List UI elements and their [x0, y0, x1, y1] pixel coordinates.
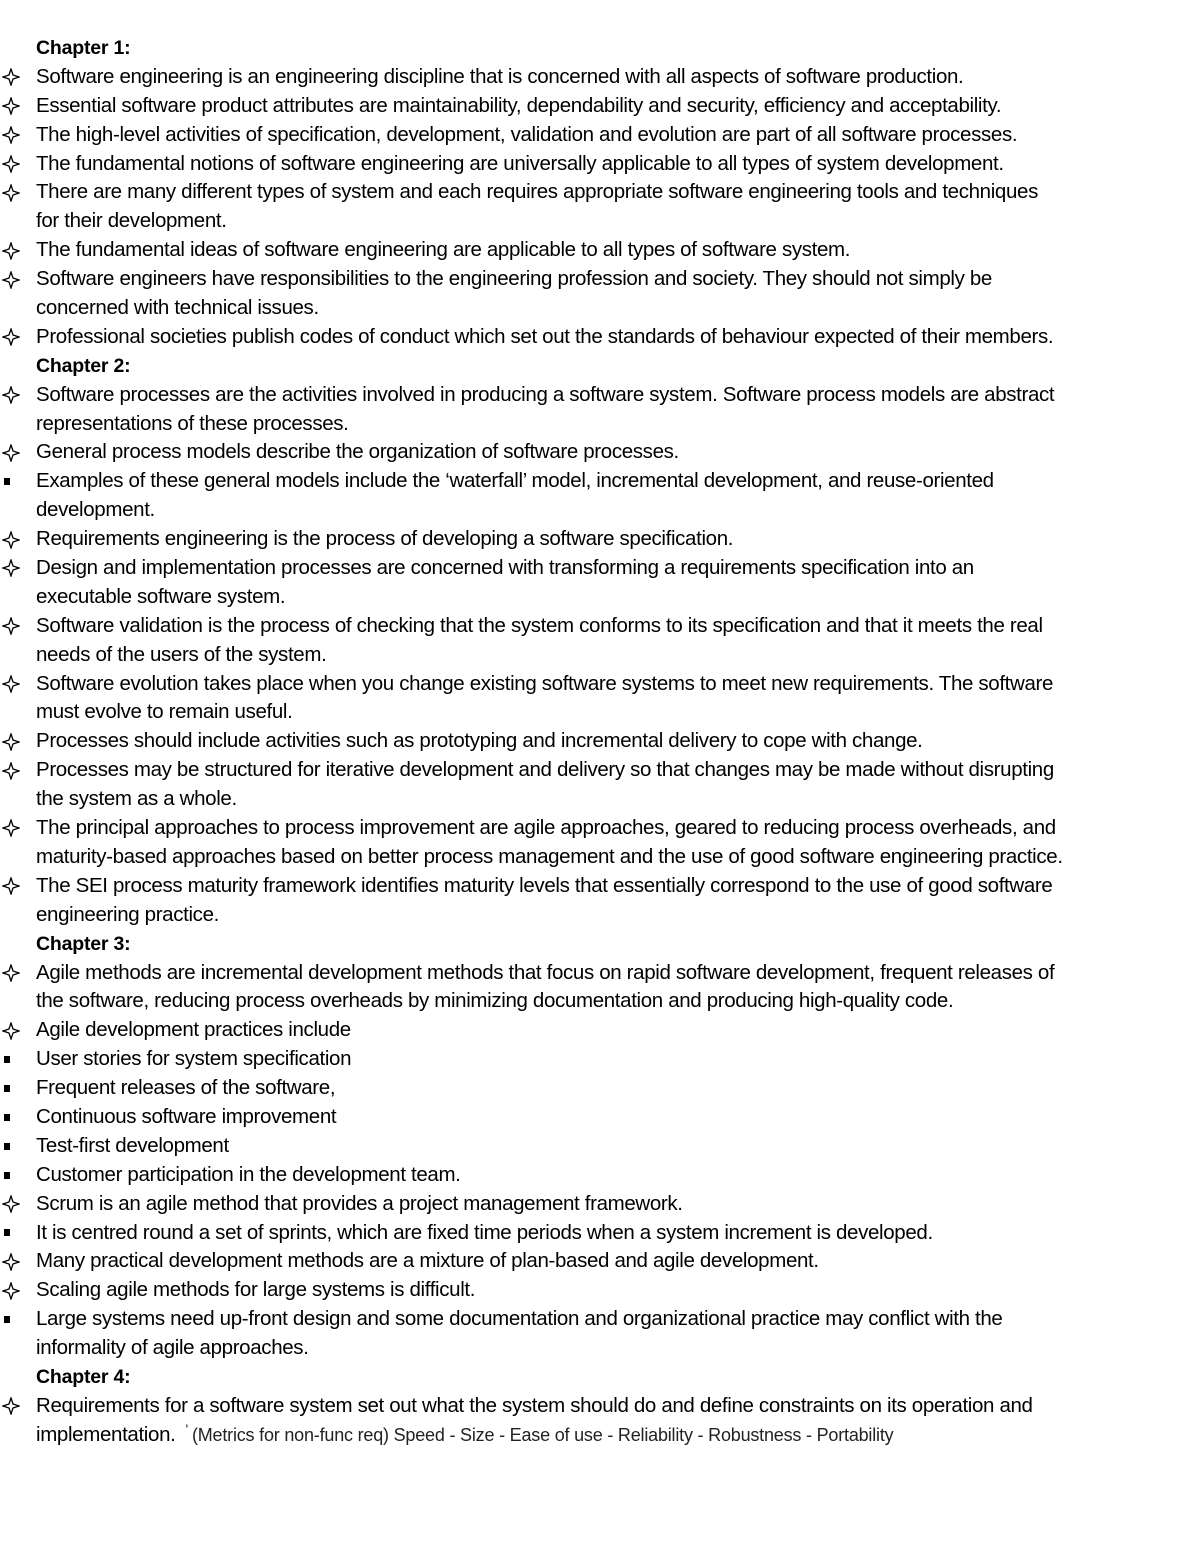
square-bullet-icon	[0, 1045, 22, 1074]
line-text-content: Requirements for a software system set out what the system should do and define constraints on its operation and	[36, 1393, 1033, 1417]
square-bullet-icon	[0, 1219, 22, 1248]
square-bullet-icon	[0, 1074, 22, 1103]
line-text	[36, 843, 1063, 872]
line-text-content: It is centred round a set of sprints, which are fixed time periods when a system increment is developed.	[36, 1220, 933, 1244]
line-text	[36, 1334, 309, 1363]
star-bullet-icon	[0, 323, 22, 352]
line-text-content: executable software system.	[36, 584, 286, 608]
bullet-item	[0, 1247, 1200, 1276]
star-bullet-icon	[0, 381, 22, 410]
note-text: (Metrics for non-func req) Speed - Size - Ease of use - Reliability - Robustness - Portability	[191, 1424, 894, 1445]
star-bullet-icon	[0, 554, 22, 583]
line-text	[36, 1392, 1033, 1421]
bullet-item	[0, 554, 1200, 583]
line-text-content: There are many different types of system and each requires appropriate software engineering tools and techniques	[36, 180, 1038, 204]
star-bullet-icon	[0, 236, 22, 265]
line-text-content: Software engineers have responsibilities to the engineering profession and society. They should not simply be	[36, 267, 992, 291]
line-text	[36, 756, 1054, 785]
chapter-heading	[0, 1363, 1200, 1392]
continuation-line	[0, 641, 1200, 670]
line-text	[36, 901, 219, 930]
square-bullet-icon	[0, 1305, 22, 1334]
bullet-item	[0, 236, 1200, 265]
bullet-item	[0, 1161, 1200, 1190]
star-bullet-icon	[0, 612, 22, 641]
line-text-content: Continuous software improvement	[36, 1104, 337, 1128]
bullet-item	[0, 467, 1200, 496]
star-bullet-icon	[0, 121, 22, 150]
line-text-content: Software processes are the activities involved in producing a software system. Software process models are abstract	[36, 382, 1055, 406]
bullet-item	[0, 1045, 1200, 1074]
line-text	[36, 294, 319, 323]
line-text	[36, 1421, 893, 1450]
line-text	[36, 63, 963, 92]
line-text	[36, 178, 1038, 207]
star-bullet-icon	[0, 1247, 22, 1276]
line-text	[36, 583, 285, 612]
line-text-content: needs of the users of the system.	[36, 642, 327, 666]
document-page	[0, 34, 1200, 1450]
line-text-content: General process models describe the organization of software processes.	[36, 440, 679, 464]
bullet-item	[0, 381, 1200, 410]
chapter-heading	[0, 352, 1200, 381]
line-text	[36, 1016, 351, 1045]
continuation-line	[0, 583, 1200, 612]
chapter-title	[36, 1363, 130, 1392]
bullet-item	[0, 814, 1200, 843]
line-text-content: The SEI process maturity framework identifies maturity levels that essentially correspond to the use of good software	[36, 873, 1053, 897]
line-text	[36, 150, 1004, 179]
line-text-content: informality of agile approaches.	[36, 1336, 309, 1360]
star-bullet-icon	[0, 959, 22, 988]
line-text	[36, 323, 1053, 352]
line-text-content: Chapter 2:	[36, 354, 131, 377]
bullet-item	[0, 1305, 1200, 1334]
line-text-content: Software engineering is an engineering discipline that is concerned with all aspects of software production.	[36, 64, 964, 88]
line-text-content: must evolve to remain useful.	[36, 700, 293, 724]
bullet-item	[0, 959, 1200, 988]
line-text-content: the system as a whole.	[36, 787, 237, 811]
square-bullet-icon	[0, 1103, 22, 1132]
line-text	[36, 872, 1052, 901]
line-text	[36, 121, 1017, 150]
line-text	[36, 670, 1053, 699]
line-text-content: The principal approaches to process improvement are agile approaches, geared to reducing process overheads, and	[36, 816, 1056, 840]
line-text	[36, 1247, 819, 1276]
bullet-item	[0, 612, 1200, 641]
bullet-item	[0, 1219, 1200, 1248]
square-bullet-icon	[0, 1161, 22, 1190]
line-text-content: Chapter 3:	[36, 932, 131, 955]
bullet-item	[0, 1103, 1200, 1132]
star-bullet-icon	[0, 63, 22, 92]
line-text	[36, 410, 349, 439]
line-text-content: Chapter 1:	[36, 37, 131, 59]
star-bullet-icon	[0, 756, 22, 785]
line-text	[36, 467, 994, 496]
line-text-content: Professional societies publish codes of conduct which set out the standards of behaviour expected of their members.	[36, 324, 1054, 348]
star-bullet-icon	[0, 727, 22, 756]
line-text-content: engineering practice.	[36, 902, 219, 926]
line-text-content: Chapter 4:	[36, 1365, 131, 1388]
line-text-content: implementation.	[36, 1422, 176, 1446]
bullet-item	[0, 872, 1200, 901]
bullet-item	[0, 92, 1200, 121]
line-text-content: The fundamental ideas of software engineering are applicable to all types of software system.	[36, 238, 851, 262]
line-text	[36, 987, 953, 1016]
star-bullet-icon	[0, 1190, 22, 1219]
star-bullet-icon	[0, 1392, 22, 1421]
chapter-heading	[0, 930, 1200, 959]
star-bullet-icon	[0, 670, 22, 699]
bullet-item	[0, 1276, 1200, 1305]
line-text	[36, 785, 237, 814]
line-text-content: Software evolution takes place when you change existing software systems to meet new requirements. The software	[36, 671, 1054, 695]
continuation-line	[0, 294, 1200, 323]
continuation-line	[0, 901, 1200, 930]
line-text	[36, 554, 974, 583]
chapter-heading	[0, 34, 1200, 63]
line-text	[36, 612, 1043, 641]
line-text	[36, 1190, 683, 1219]
star-bullet-icon	[0, 525, 22, 554]
chapter-title	[36, 930, 130, 959]
bullet-item	[0, 150, 1200, 179]
line-text	[36, 438, 679, 467]
square-bullet-icon	[0, 467, 22, 496]
line-text	[36, 525, 733, 554]
line-text	[36, 727, 923, 756]
star-bullet-icon	[0, 1016, 22, 1045]
line-text	[36, 207, 227, 236]
line-text	[36, 92, 1001, 121]
line-text-content: Scaling agile methods for large systems is difficult.	[36, 1278, 476, 1302]
line-text-content: Design and implementation processes are concerned with transforming a requirements specification into an	[36, 556, 974, 580]
line-text-content: User stories for system specification	[36, 1047, 352, 1071]
continuation-line	[0, 496, 1200, 525]
line-text-content: maturity-based approaches based on better process management and the use of good software engineering practice.	[36, 844, 1063, 868]
bullet-item	[0, 1190, 1200, 1219]
bullet-item	[0, 1392, 1200, 1421]
line-text-content: Examples of these general models include the ‘waterfall’ model, incremental development, and reuse-oriented	[36, 469, 994, 493]
note-mark: '	[185, 1420, 188, 1437]
continuation-line	[0, 207, 1200, 236]
continuation-line	[0, 1334, 1200, 1363]
chapter-title	[36, 352, 130, 381]
line-text-content: representations of these processes.	[36, 411, 349, 435]
bullet-item	[0, 178, 1200, 207]
continuation-line	[0, 410, 1200, 439]
line-text-content: Many practical development methods are a mixture of plan-based and agile development.	[36, 1249, 819, 1273]
bullet-item	[0, 63, 1200, 92]
star-bullet-icon	[0, 1276, 22, 1305]
chapter-title	[36, 34, 130, 63]
bullet-item	[0, 1074, 1200, 1103]
line-text-content: Customer participation in the development team.	[36, 1162, 461, 1186]
bullet-item	[0, 438, 1200, 467]
line-text	[36, 641, 326, 670]
line-text-content: The fundamental notions of software engineering are universally applicable to all types of system development.	[36, 151, 1004, 175]
line-text-content: The high-level activities of specification, development, validation and evolution are part of all software processes.	[36, 122, 1018, 146]
line-text	[36, 698, 292, 727]
star-bullet-icon	[0, 265, 22, 294]
star-bullet-icon	[0, 92, 22, 121]
bullet-item	[0, 525, 1200, 554]
line-text	[36, 1161, 461, 1190]
line-text-content: Requirements engineering is the process of developing a software specification.	[36, 527, 734, 551]
line-text-content: Processes may be structured for iterative development and delivery so that changes may be made without disrupting	[36, 758, 1054, 782]
line-text-content: Large systems need up-front design and some documentation and organizational practice may conflict with the	[36, 1307, 1003, 1331]
line-text-content: concerned with technical issues.	[36, 296, 319, 320]
bullet-item	[0, 756, 1200, 785]
bullet-item	[0, 1016, 1200, 1045]
line-text	[36, 381, 1054, 410]
line-text-content: for their development.	[36, 209, 227, 233]
continuation-line	[0, 843, 1200, 872]
line-text-content: Agile development practices include	[36, 1018, 351, 1042]
continuation-line	[0, 785, 1200, 814]
inline-note	[185, 1420, 894, 1445]
line-text-content: Essential software product attributes are maintainability, dependability and security, efficiency and acceptability.	[36, 93, 1002, 117]
line-text	[36, 814, 1056, 843]
continuation-line	[0, 1421, 1200, 1450]
line-text	[36, 1103, 336, 1132]
line-text	[36, 236, 850, 265]
line-text	[36, 265, 992, 294]
line-text-content: Frequent releases of the software,	[36, 1076, 336, 1100]
continuation-line	[0, 987, 1200, 1016]
star-bullet-icon	[0, 438, 22, 467]
bullet-item	[0, 121, 1200, 150]
bullet-item	[0, 265, 1200, 294]
line-text	[36, 1305, 1002, 1334]
line-text-content: Scrum is an agile method that provides a project management framework.	[36, 1191, 683, 1215]
line-text	[36, 1132, 229, 1161]
star-bullet-icon	[0, 150, 22, 179]
line-text-content: development.	[36, 498, 155, 522]
square-bullet-icon	[0, 1132, 22, 1161]
star-bullet-icon	[0, 872, 22, 901]
bullet-item	[0, 670, 1200, 699]
line-text-content: Processes should include activities such as prototyping and incremental delivery to cope with change.	[36, 729, 923, 753]
line-text-content: Test-first development	[36, 1133, 229, 1157]
star-bullet-icon	[0, 814, 22, 843]
line-text	[36, 1074, 335, 1103]
line-text-content: Agile methods are incremental development methods that focus on rapid software development, frequent releases of	[36, 960, 1055, 984]
line-text-content: the software, reducing process overheads by minimizing documentation and producing high-quality code.	[36, 989, 954, 1013]
star-bullet-icon	[0, 178, 22, 207]
line-text	[36, 1276, 475, 1305]
bullet-item	[0, 323, 1200, 352]
line-text	[36, 1045, 351, 1074]
line-text-content: Software validation is the process of checking that the system conforms to its specification and that it meets the real	[36, 613, 1043, 637]
continuation-line	[0, 698, 1200, 727]
line-text	[36, 959, 1054, 988]
bullet-item	[0, 727, 1200, 756]
bullet-item	[0, 1132, 1200, 1161]
line-text	[36, 1219, 933, 1248]
line-text	[36, 496, 155, 525]
